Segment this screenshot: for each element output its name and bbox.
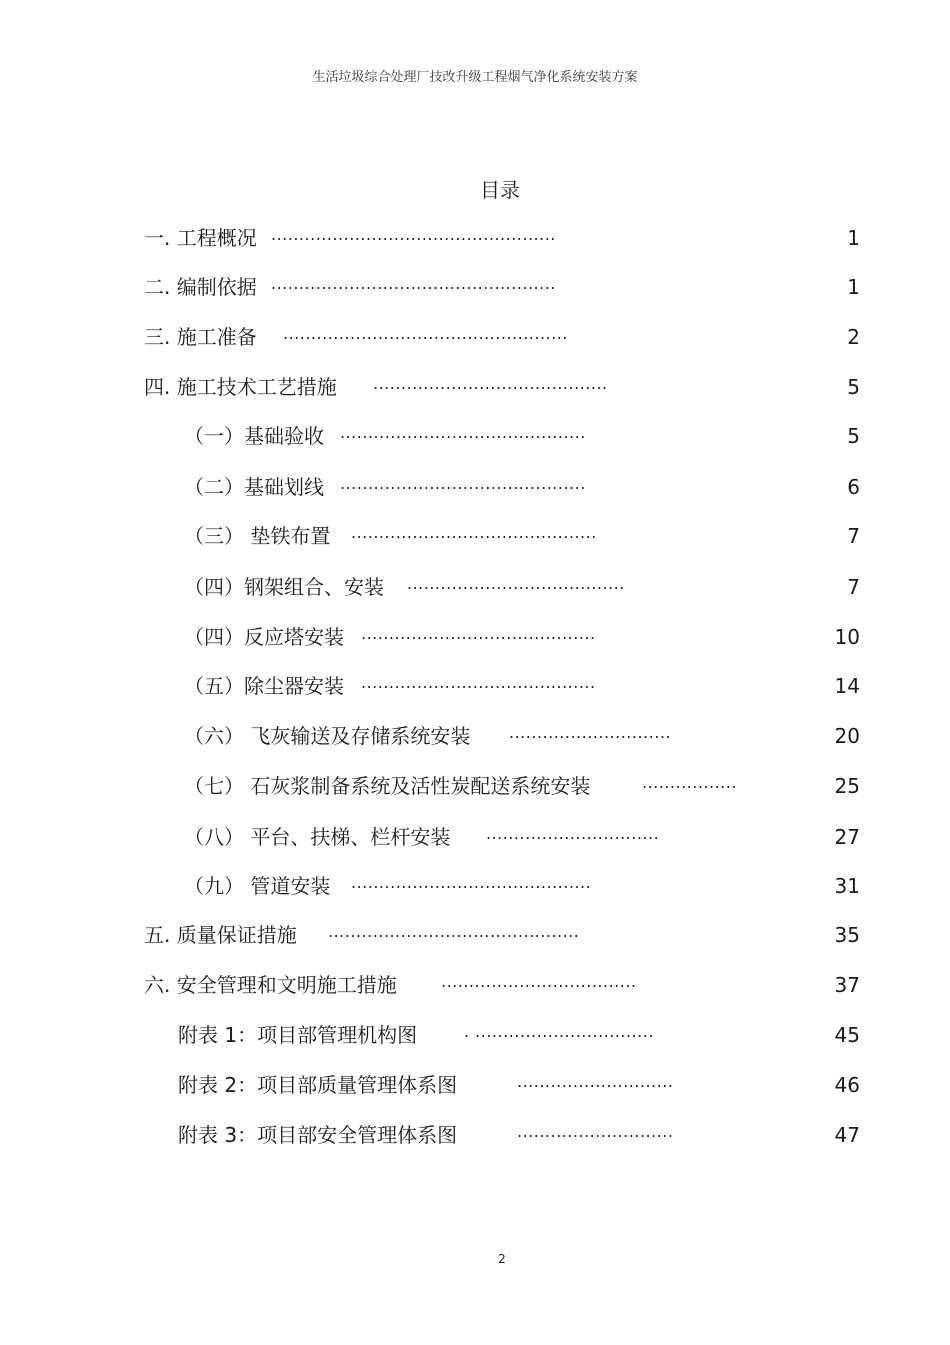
toc-entry-leader: ............................... <box>486 824 660 843</box>
toc-entry-label: （四）钢架组合、安装 <box>184 575 384 599</box>
toc-entry-label: （一）基础验收 <box>184 424 324 448</box>
toc-entry-page: 1 <box>847 226 860 250</box>
toc-entry-label: （三） 垫铁布置 <box>184 524 331 548</box>
toc-entry-label: （六） 飞灰输送及存储系统安装 <box>184 724 471 748</box>
toc-entry-page: 1 <box>847 275 860 299</box>
toc-entry-leader: ................................... <box>441 972 637 991</box>
toc-entry-page: 5 <box>847 375 860 399</box>
toc-entry-page: 6 <box>847 475 860 499</box>
toc-entry-label: （五）除尘器安装 <box>184 674 344 698</box>
toc-entry-page: 46 <box>834 1073 860 1097</box>
toc-entry-page: 25 <box>834 774 860 798</box>
running-header: 生活垃圾综合处理厂技改升级工程烟气净化系统安装方案 <box>312 70 638 85</box>
toc-entry-leader: ............................................. <box>328 922 580 941</box>
toc-entry-page: 27 <box>834 825 860 849</box>
toc-entry-leader: ............................ <box>517 1072 674 1091</box>
page-number: 2 <box>498 1252 506 1266</box>
toc-entry-leader: ............................................ <box>340 474 586 493</box>
toc-entry-page: 20 <box>834 724 860 748</box>
toc-entry-leader: ............................. <box>509 723 671 742</box>
toc-entry-label: 附表 1：项目部管理机构图 <box>178 1023 418 1047</box>
toc-entry-page: 31 <box>834 874 860 898</box>
toc-entry-leader: ............................................ <box>340 423 586 442</box>
toc-entry-label: （四）反应塔安装 <box>184 625 344 649</box>
toc-entry-label: 附表 2：项目部质量管理体系图 <box>178 1073 458 1097</box>
toc-entry-leader: .......................................... <box>373 374 608 393</box>
toc-entry-label: （二）基础划线 <box>184 475 324 499</box>
toc-entry-page: 14 <box>834 674 860 698</box>
toc-entry-leader: ....................................... <box>407 574 625 593</box>
toc-entry-leader: . ................................ <box>464 1022 654 1041</box>
toc-entry-leader: ................................................... <box>283 324 568 343</box>
toc-entry-label: 四. 施工技术工艺措施 <box>144 375 337 399</box>
toc-entry-label: （七） 石灰浆制备系统及活性炭配送系统安装 <box>184 774 591 798</box>
toc-entry-page: 45 <box>834 1023 860 1047</box>
toc-entry-page: 7 <box>847 575 860 599</box>
toc-entry-leader: ............................ <box>517 1122 674 1141</box>
toc-entry-leader: ........................................... <box>351 873 592 892</box>
toc-entry-leader: ............................................ <box>351 523 597 542</box>
toc-entry-label: 二. 编制依据 <box>144 275 257 299</box>
toc-entry-leader: .......................................... <box>361 624 596 643</box>
toc-entry-leader: ................................................... <box>271 274 556 293</box>
toc-entry-leader: ................. <box>642 773 737 792</box>
toc-entry-page: 10 <box>834 625 860 649</box>
toc-title: 目录 <box>480 178 520 202</box>
toc-entry-label: （九） 管道安装 <box>184 874 331 898</box>
toc-entry-leader: .......................................... <box>361 673 596 692</box>
toc-entry-page: 7 <box>847 524 860 548</box>
toc-entry-label: 五. 质量保证措施 <box>144 923 297 947</box>
toc-entry-label: （八） 平台、扶梯、栏杆安装 <box>184 825 451 849</box>
toc-entry-label: 一. 工程概况 <box>144 226 257 250</box>
toc-entry-label: 附表 3：项目部安全管理体系图 <box>178 1123 458 1147</box>
toc-entry-page: 47 <box>834 1123 860 1147</box>
toc-entry-page: 5 <box>847 424 860 448</box>
toc-entry-page: 35 <box>834 923 860 947</box>
toc-entry-page: 37 <box>834 973 860 997</box>
toc-entry-label: 三. 施工准备 <box>144 325 257 349</box>
toc-entry-label: 六. 安全管理和文明施工措施 <box>144 973 397 997</box>
toc-entry-leader: ................................................... <box>271 225 556 244</box>
toc-entry-page: 2 <box>847 325 860 349</box>
